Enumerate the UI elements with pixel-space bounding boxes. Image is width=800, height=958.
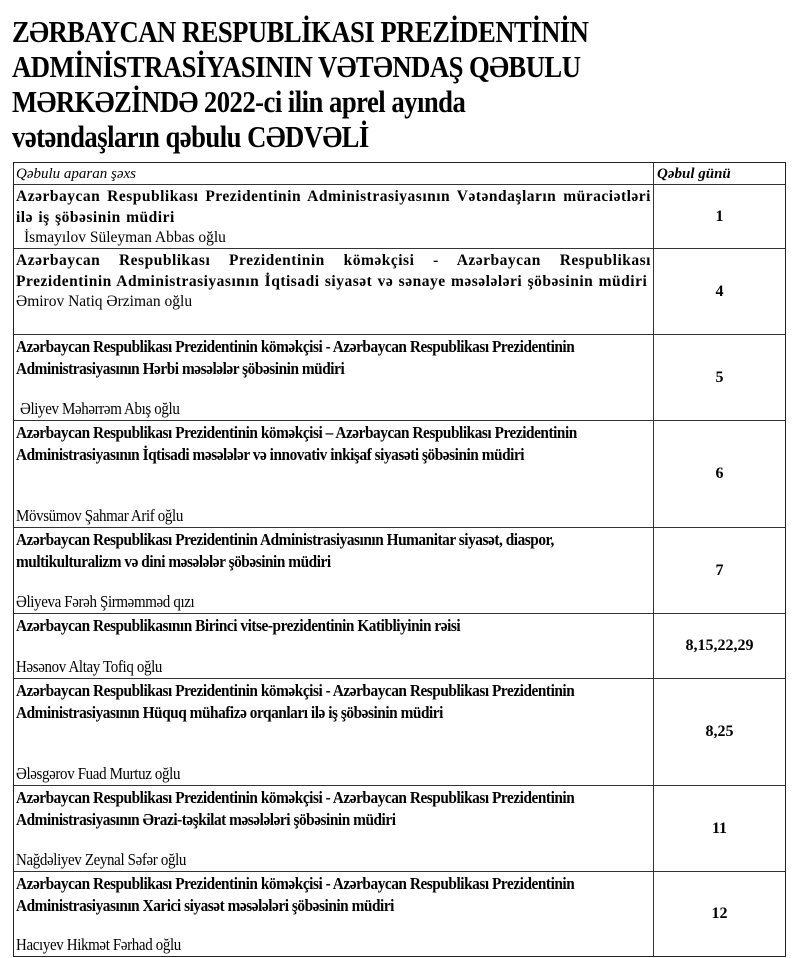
document-title (12, 14, 683, 154)
reception-day: 4 (715, 282, 724, 300)
position-text: Azərbaycan Respublikası Prezidentinin köməkçisi - Azərbaycan Respublikası Prezidentinin Administrasiyasının Xarici siyasət məsələləri şöbəsinin müdiri (16, 874, 575, 915)
person-name: Hacıyev Hikmət Fərhad oğlu (16, 935, 181, 954)
position-text: Azərbaycan Respublikası Prezidentinin köməkçisi - Azərbaycan Respublikası Prezidentinin Administrasiyasının Hüquq mühafizə orqanları ilə iş şöbəsinin müdiri (16, 681, 575, 722)
person-cell (14, 786, 654, 871)
table-row (14, 249, 785, 335)
title-line: ZƏRBAYCAN RESPUBLİKASI PREZİDENTİNİN (12, 14, 589, 49)
person-cell (14, 335, 654, 420)
position-text: Azərbaycan Respublikası Prezidentinin Administrasiyasının Humanitar siyasət, diaspor, multikulturalizm və dini məsələlər şöbəsinin müdiri (16, 530, 554, 571)
person-cell (14, 185, 654, 248)
person-name: Əliyev Məhərrəm Abış oğlu (20, 399, 180, 418)
reception-day: 8,25 (705, 723, 734, 740)
reception-day: 12 (711, 905, 728, 922)
position-text: Azərbaycan Respublikasının Birinci vitse-prezidentinin Katibliyinin rəisi (16, 616, 461, 635)
person-name: Əmirov Natiq Ərziman oğlu (16, 293, 193, 310)
person-name: Əliyeva Fərəh Şirməmməd qızı (16, 592, 195, 611)
position-text: Azərbaycan Respublikası Prezidentinin köməkçisi - Azərbaycan Respublikası Prezidentinin Administrasiyasının Ərazi-təşkilat məsələləri şöbəsinin müdiri (16, 788, 575, 829)
title-line: MƏRKƏZİNDƏ 2022-ci ilin aprel ayında (12, 84, 466, 119)
position-text: Azərbaycan Respublikası Prezidentinin köməkçisi – Azərbaycan Respublikası Prezidentinin Administrasiyasının İqtisadi məsələlər və innovativ inkişaf siyasəti şöbəsinin müdiri (16, 423, 577, 464)
table-row (14, 786, 785, 872)
title-line: ADMİNİSTRASİYASININ VƏTƏNDAŞ QƏBULU (12, 49, 581, 84)
table-row (14, 679, 785, 786)
reception-schedule-table (13, 162, 786, 957)
table-row (14, 614, 785, 679)
person-cell (14, 528, 654, 613)
table-row (14, 185, 785, 249)
position-text: Azərbaycan Respublikası Prezidentinin Administrasiyasının Vətəndaşların müraciətləri ilə iş şöbəsinin müdiri (16, 188, 651, 226)
person-name: Həsənov Altay Tofiq oğlu (16, 657, 163, 676)
reception-day: 7 (715, 561, 724, 579)
table-row (14, 528, 785, 614)
person-cell (14, 249, 654, 334)
person-cell (14, 872, 654, 956)
person-cell (14, 421, 654, 527)
position-text: Azərbaycan Respublikası Prezidentinin köməkçisi - Azərbaycan Respublikası Prezidentinin Administrasiyasının İqtisadi siyasət və sənaye məsələləri şöbəsinin müdiri (16, 252, 651, 290)
position-text: Azərbaycan Respublikası Prezidentinin köməkçisi - Azərbaycan Respublikası Prezidentinin Administrasiyasının Hərbi məsələlər şöbəsinin müdiri (16, 337, 575, 378)
reception-day: 6 (715, 465, 724, 482)
person-name: İsmayılov Süleyman Abbas oğlu (24, 229, 226, 246)
table-row (14, 335, 785, 421)
reception-day: 8,15,22,29 (685, 637, 754, 654)
person-name: Mövsümov Şahmar Arif oğlu (16, 506, 183, 525)
title-line: vətəndaşların qəbulu CƏDVƏLİ (12, 119, 369, 154)
header-person: Qəbulu aparan şəxs (14, 163, 654, 184)
person-name: Nağdəliyev Zeynal Səfər oğlu (16, 850, 187, 869)
table-header-row (14, 163, 785, 185)
reception-day: 11 (711, 819, 728, 837)
reception-day: 1 (715, 207, 724, 225)
person-cell (14, 679, 654, 785)
reception-day: 5 (715, 368, 724, 386)
header-day: Qəbul günü (657, 165, 731, 182)
table-row (14, 872, 785, 956)
person-name: Ələsgərov Fuad Murtuz oğlu (16, 764, 181, 783)
table-row (14, 421, 785, 528)
person-cell (14, 614, 654, 678)
